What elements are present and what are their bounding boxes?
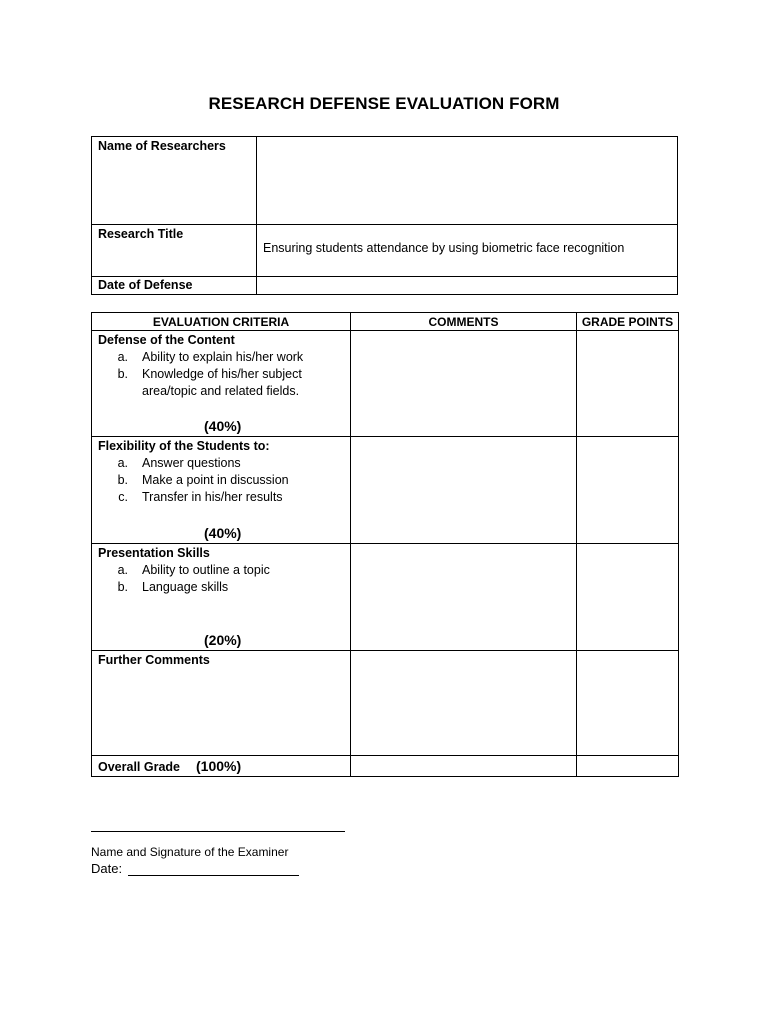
overall-weight: (100%)	[196, 758, 242, 774]
item-letter: a.	[117, 350, 128, 364]
item-letter: b.	[117, 580, 128, 594]
item-letter: b.	[117, 473, 128, 487]
criteria-cell	[92, 544, 351, 651]
criteria-cell	[92, 651, 351, 756]
item-text: Make a point in discussion	[142, 473, 289, 487]
comments-cell[interactable]	[351, 437, 577, 544]
criteria-item	[98, 472, 344, 489]
research-title-row	[92, 225, 678, 277]
defense-date-field[interactable]	[257, 277, 678, 295]
criteria-title: Further Comments	[98, 653, 210, 667]
item-text: Ability to explain his/her work	[142, 350, 304, 364]
item-text: Transfer in his/her results	[142, 490, 283, 504]
defense-date-row	[92, 277, 678, 295]
researchers-field[interactable]	[257, 137, 678, 225]
form-title: RESEARCH DEFENSE EVALUATION FORM	[208, 94, 560, 113]
grade-points-cell[interactable]	[577, 651, 679, 756]
criteria-row-flexibility	[92, 437, 679, 544]
researchers-label: Name of Researchers	[92, 137, 257, 225]
research-info-table	[91, 136, 678, 295]
grade-points-cell[interactable]	[577, 437, 679, 544]
comments-cell[interactable]	[351, 544, 577, 651]
criteria-title: Presentation Skills	[98, 546, 210, 560]
criteria-weight: (20%)	[204, 632, 242, 648]
item-letter: a.	[117, 563, 128, 577]
criteria-cell	[92, 437, 351, 544]
date-row	[91, 861, 299, 876]
criteria-title: Flexibility of the Students to:	[98, 439, 270, 453]
comments-cell[interactable]	[351, 651, 577, 756]
criteria-item	[98, 366, 344, 400]
criteria-row-content	[92, 331, 679, 437]
evaluation-criteria-table	[91, 312, 679, 777]
overall-grade-row	[92, 756, 679, 777]
grade-points-cell[interactable]	[577, 544, 679, 651]
research-title-label: Research Title	[92, 225, 257, 277]
overall-grade-label: Overall Grade	[98, 760, 180, 774]
criteria-weight: (40%)	[204, 418, 242, 434]
comments-header: COMMENTS	[351, 313, 577, 331]
comments-cell[interactable]	[351, 331, 577, 437]
item-letter: a.	[117, 456, 128, 470]
researchers-row	[92, 137, 678, 225]
signature-line[interactable]	[91, 831, 345, 832]
item-letter: c.	[118, 490, 128, 504]
criteria-header-row	[92, 313, 679, 331]
criteria-item	[98, 349, 344, 366]
date-label: Date:	[91, 861, 123, 876]
item-text: Answer questions	[142, 456, 241, 470]
signature-label: Name and Signature of the Examiner	[91, 845, 289, 859]
grade-points-cell[interactable]	[577, 331, 679, 437]
criteria-row-further-comments	[92, 651, 679, 756]
item-text: Language skills	[142, 580, 229, 594]
criteria-weight: (40%)	[204, 525, 242, 541]
criteria-item	[98, 455, 344, 472]
grade-points-header: GRADE POINTS	[577, 313, 679, 331]
item-text: Ability to outline a topic	[142, 563, 270, 577]
grade-points-cell[interactable]	[577, 756, 679, 777]
research-title-field[interactable]: Ensuring students attendance by using biometric face recognition	[257, 225, 678, 277]
date-line[interactable]	[128, 863, 299, 876]
criteria-item	[98, 489, 344, 506]
item-text: Knowledge of his/her subject area/topic and related fields.	[142, 367, 302, 398]
defense-date-label: Date of Defense	[92, 277, 257, 295]
criteria-cell	[92, 331, 351, 437]
comments-cell[interactable]	[351, 756, 577, 777]
item-letter: b.	[117, 367, 128, 381]
overall-grade-cell	[92, 756, 351, 777]
criteria-item	[98, 579, 344, 596]
criteria-header: EVALUATION CRITERIA	[92, 313, 351, 331]
criteria-row-presentation	[92, 544, 679, 651]
criteria-item	[98, 562, 344, 579]
criteria-title: Defense of the Content	[98, 333, 235, 347]
